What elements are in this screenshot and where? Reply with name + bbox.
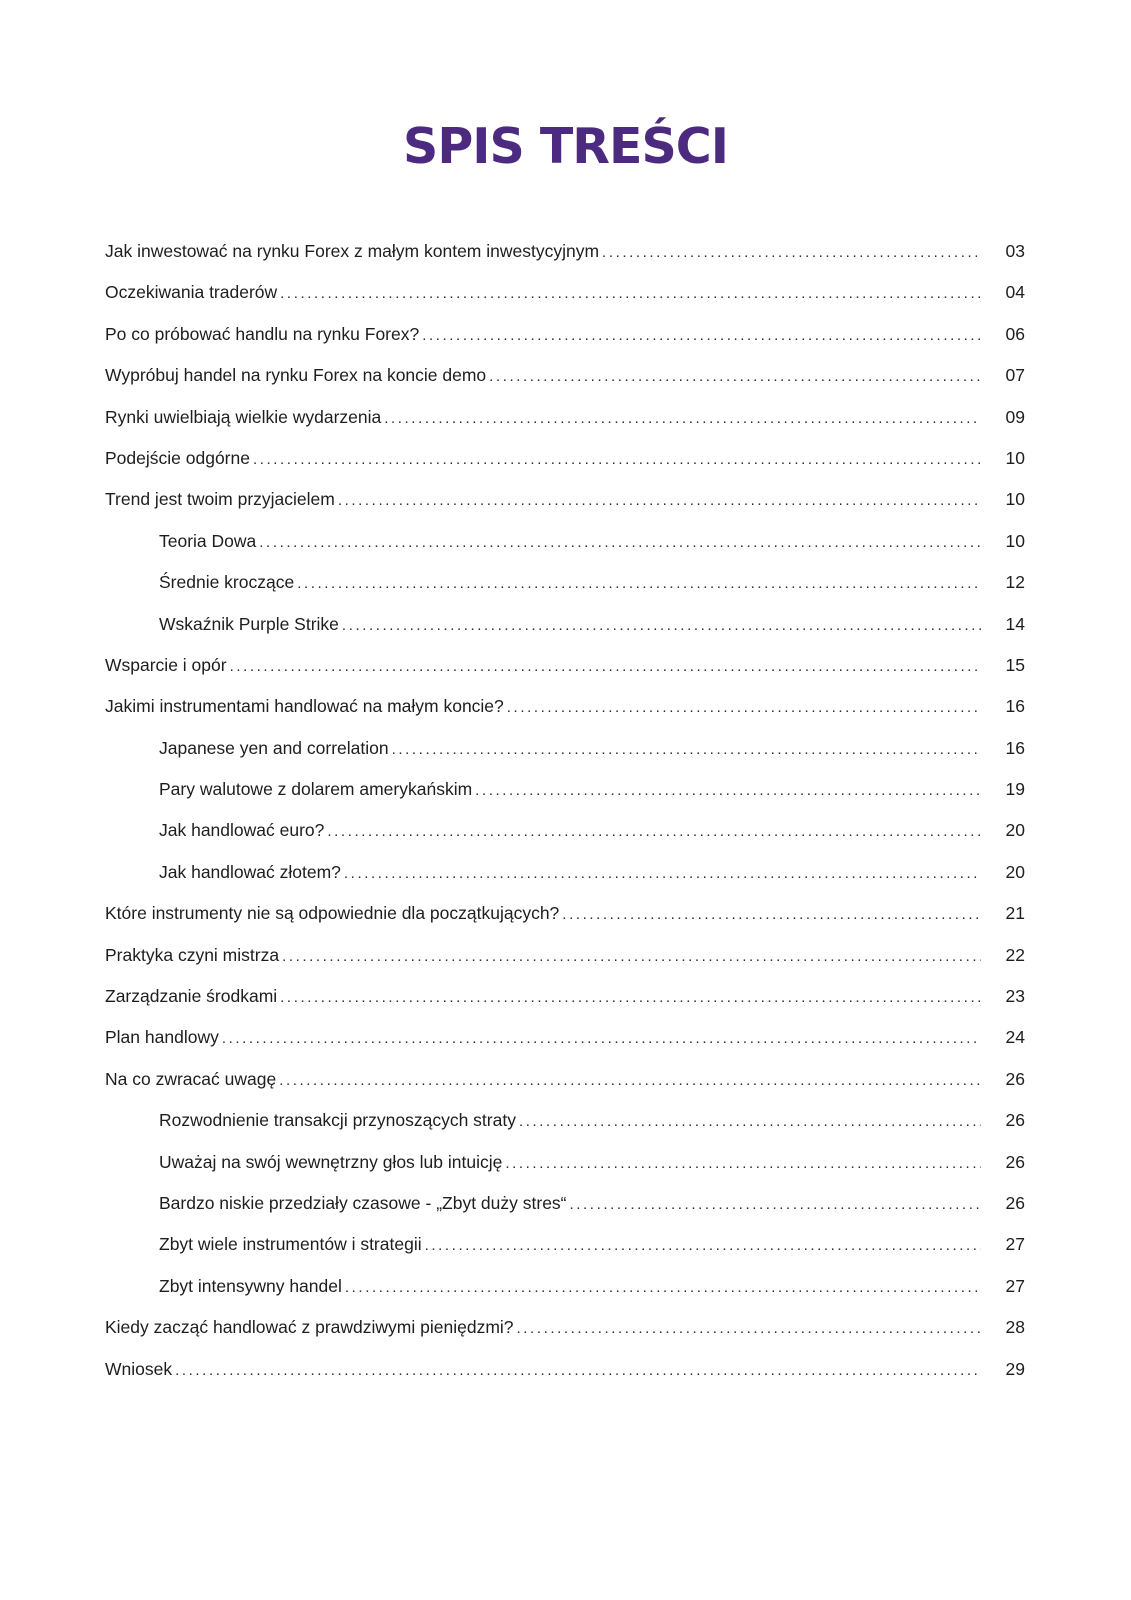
toc-entry-label: Po co próbować handlu na rynku Forex? xyxy=(105,323,420,344)
toc-entry-page-number: 20 xyxy=(1005,861,1025,882)
toc-entry[interactable] xyxy=(105,815,1025,856)
toc-entry-page-number: 23 xyxy=(1005,986,1025,1007)
toc-entry-page-number: 10 xyxy=(1005,530,1025,551)
toc-entry[interactable] xyxy=(105,1147,1025,1188)
toc-entry[interactable] xyxy=(105,981,1025,1022)
toc-entry-label: Kiedy zacząć handlować z prawdziwymi pieniędzmi? xyxy=(105,1317,514,1338)
toc-entry[interactable] xyxy=(105,360,1025,401)
toc-entry-page-number: 20 xyxy=(1005,820,1025,841)
toc-entry[interactable] xyxy=(105,733,1025,774)
table-of-contents xyxy=(105,236,1025,1395)
toc-entry[interactable] xyxy=(105,857,1025,898)
toc-dot-leader xyxy=(338,486,981,516)
toc-entry-label: Które instrumenty nie są odpowiednie dla początkujących? xyxy=(105,903,560,924)
toc-entry[interactable] xyxy=(105,940,1025,981)
toc-entry-label: Rynki uwielbiają wielkie wydarzenia xyxy=(105,406,382,427)
toc-dot-leader xyxy=(517,1314,981,1344)
toc-entry-page-number: 09 xyxy=(1005,406,1025,427)
toc-dot-leader xyxy=(345,1273,981,1303)
toc-entry-label: Wsparcie i opór xyxy=(105,654,227,675)
page-title: SPIS TREŚCI xyxy=(403,118,728,175)
toc-entry-page-number: 28 xyxy=(1005,1317,1025,1338)
toc-entry-page-number: 12 xyxy=(1005,572,1025,593)
toc-dot-leader xyxy=(425,1231,981,1261)
toc-dot-leader xyxy=(344,859,981,889)
toc-entry[interactable] xyxy=(105,609,1025,650)
toc-entry-label: Zarządzanie środkami xyxy=(105,986,278,1007)
toc-entry-label: Rozwodnienie transakcji przynoszących straty xyxy=(159,1110,516,1131)
toc-entry[interactable] xyxy=(105,319,1025,360)
toc-entry[interactable] xyxy=(105,1105,1025,1146)
toc-dot-leader xyxy=(297,569,981,599)
toc-dot-leader xyxy=(489,362,981,392)
toc-entry-label: Podejście odgórne xyxy=(105,447,250,468)
toc-dot-leader xyxy=(475,776,981,806)
toc-entry[interactable] xyxy=(105,1354,1025,1395)
toc-entry-page-number: 10 xyxy=(1005,489,1025,510)
toc-dot-leader xyxy=(562,900,981,930)
toc-entry-label: Japanese yen and correlation xyxy=(159,737,389,758)
toc-entry[interactable] xyxy=(105,277,1025,318)
toc-entry-label: Teoria Dowa xyxy=(159,530,257,551)
toc-dot-leader xyxy=(507,693,981,723)
toc-entry-label: Jak handlować złotem? xyxy=(159,861,341,882)
toc-entry-page-number: 21 xyxy=(1005,903,1025,924)
toc-entry-label: Jak inwestować na rynku Forex z małym kontem inwestycyjnym xyxy=(105,241,600,261)
toc-entry-page-number: 24 xyxy=(1005,1027,1025,1048)
toc-entry[interactable] xyxy=(105,774,1025,815)
toc-dot-leader xyxy=(259,528,981,558)
toc-entry-page-number: 26 xyxy=(1005,1110,1025,1131)
toc-dot-leader xyxy=(282,942,981,972)
toc-entry-label: Uważaj na swój wewnętrzny głos lub intuicję xyxy=(159,1151,503,1172)
toc-dot-leader xyxy=(602,238,981,268)
toc-entry[interactable] xyxy=(105,402,1025,443)
toc-dot-leader xyxy=(279,1066,981,1096)
toc-entry-label: Jak handlować euro? xyxy=(159,820,325,841)
toc-entry[interactable] xyxy=(105,236,1025,277)
toc-entry[interactable] xyxy=(105,650,1025,691)
toc-entry-page-number: 26 xyxy=(1005,1068,1025,1089)
toc-entry-label: Na co zwracać uwagę xyxy=(105,1068,277,1089)
toc-entry-page-number: 14 xyxy=(1005,613,1025,634)
toc-entry-page-number: 26 xyxy=(1005,1192,1025,1213)
toc-entry[interactable] xyxy=(105,1064,1025,1105)
toc-entry-page-number: 07 xyxy=(1005,365,1025,386)
toc-entry-label: Wskaźnik Purple Strike xyxy=(159,613,339,634)
toc-dot-leader xyxy=(392,735,981,765)
toc-entry-label: Pary walutowe z dolarem amerykańskim xyxy=(159,779,473,800)
toc-entry[interactable] xyxy=(105,567,1025,608)
toc-entry-label: Jakimi instrumentami handlować na małym koncie? xyxy=(105,696,504,717)
toc-entry-page-number: 03 xyxy=(1005,241,1025,261)
toc-entry-label: Trend jest twoim przyjacielem xyxy=(105,489,335,510)
toc-entry-page-number: 26 xyxy=(1005,1151,1025,1172)
toc-entry-page-number: 29 xyxy=(1005,1358,1025,1379)
toc-dot-leader xyxy=(280,983,981,1013)
toc-entry[interactable] xyxy=(105,1022,1025,1063)
toc-dot-leader xyxy=(280,279,981,309)
toc-dot-leader xyxy=(422,321,981,351)
toc-dot-leader xyxy=(505,1149,981,1179)
toc-dot-leader xyxy=(570,1190,982,1220)
toc-entry[interactable] xyxy=(105,898,1025,939)
toc-entry[interactable] xyxy=(105,526,1025,567)
toc-entry[interactable] xyxy=(105,1229,1025,1270)
toc-entry[interactable] xyxy=(105,1312,1025,1353)
toc-dot-leader xyxy=(175,1356,981,1386)
toc-entry-label: Praktyka czyni mistrza xyxy=(105,944,280,965)
toc-entry-page-number: 22 xyxy=(1005,944,1025,965)
toc-dot-leader xyxy=(253,445,981,475)
toc-dot-leader xyxy=(327,817,981,847)
toc-entry-label: Wypróbuj handel na rynku Forex na koncie demo xyxy=(105,365,487,386)
toc-entry-label: Bardzo niskie przedziały czasowe - „Zbyt duży stres“ xyxy=(159,1192,567,1213)
toc-entry-label: Zbyt intensywny handel xyxy=(159,1275,342,1296)
toc-entry-label: Zbyt wiele instrumentów i strategii xyxy=(159,1234,422,1255)
toc-entry-label: Wniosek xyxy=(105,1358,173,1379)
toc-dot-leader xyxy=(222,1024,981,1054)
toc-entry-page-number: 16 xyxy=(1005,737,1025,758)
toc-dot-leader xyxy=(384,404,981,434)
toc-dot-leader xyxy=(519,1107,981,1137)
toc-entry-page-number: 15 xyxy=(1005,654,1025,675)
toc-entry-page-number: 16 xyxy=(1005,696,1025,717)
toc-entry[interactable] xyxy=(105,1271,1025,1312)
toc-entry-page-number: 10 xyxy=(1005,447,1025,468)
toc-entry-page-number: 27 xyxy=(1005,1275,1025,1296)
toc-entry-label: Średnie kroczące xyxy=(159,572,295,593)
toc-entry-page-number: 06 xyxy=(1005,323,1025,344)
toc-entry[interactable] xyxy=(105,484,1025,525)
toc-entry[interactable] xyxy=(105,1188,1025,1229)
toc-entry[interactable] xyxy=(105,443,1025,484)
toc-dot-leader xyxy=(230,652,981,682)
toc-entry[interactable] xyxy=(105,691,1025,732)
toc-entry-page-number: 27 xyxy=(1005,1234,1025,1255)
toc-entry-label: Plan handlowy xyxy=(105,1027,219,1048)
toc-entry-page-number: 19 xyxy=(1005,779,1025,800)
toc-dot-leader xyxy=(342,611,981,641)
toc-entry-page-number: 04 xyxy=(1005,282,1025,303)
toc-entry-label: Oczekiwania traderów xyxy=(105,282,278,303)
